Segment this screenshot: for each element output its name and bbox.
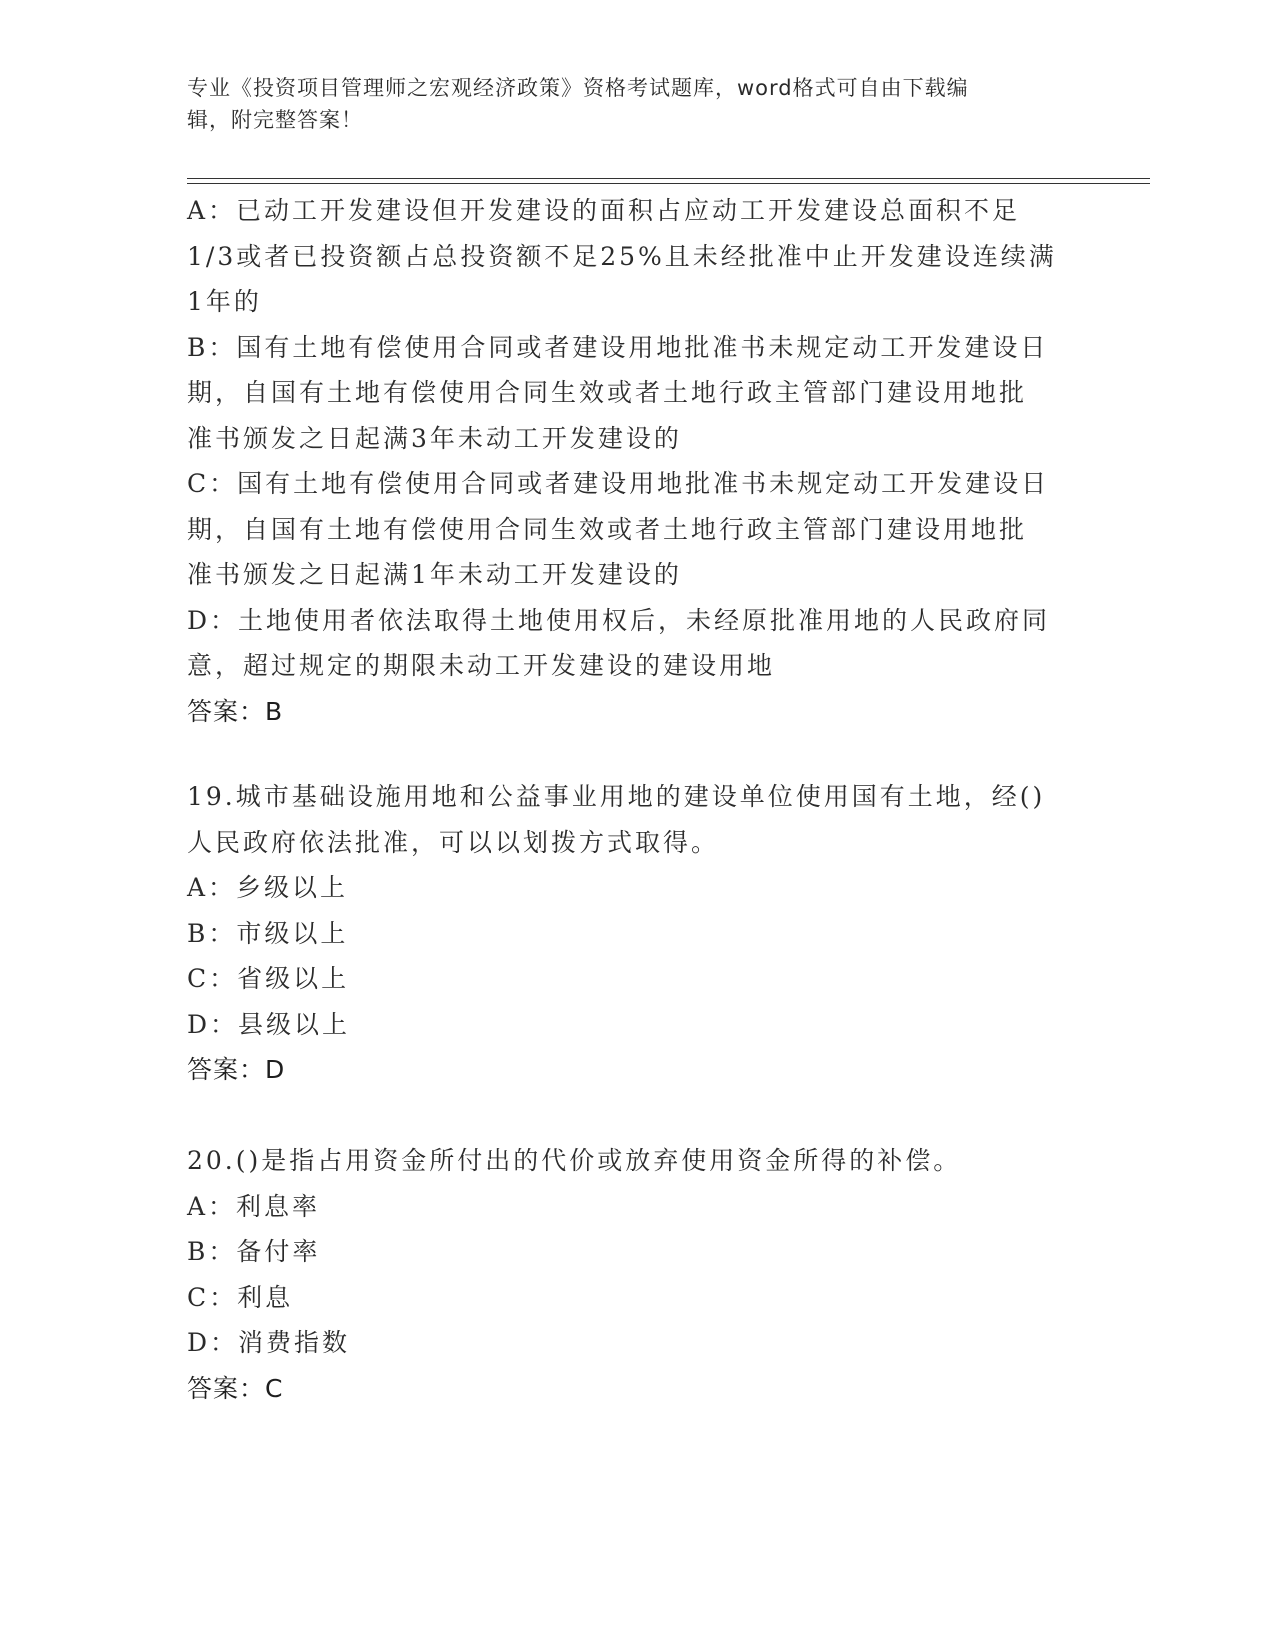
- document-header: [187, 72, 1067, 136]
- option-a-line-2: 1/3或者已投资额占总投资额不足25%且未经批准中止开发建设连续满: [187, 241, 1057, 271]
- option-d-line-1: D：土地使用者依法取得土地使用权后，未经原批准用地的人民政府同: [187, 605, 1051, 635]
- option-a-line-1: A：已动工开发建设但开发建设的面积占应动工开发建设总面积不足: [187, 196, 1021, 225]
- option-d-line-2: 意，超过规定的期限未动工开发建设的建设用地: [187, 651, 776, 680]
- option-b: [187, 325, 1087, 462]
- header-divider-top: [187, 178, 1150, 179]
- option-c-line-3: 准书颁发之日起满1年未动工开发建设的: [187, 560, 682, 589]
- header-line-2: 辑，附完整答案！: [187, 108, 363, 132]
- option-a-line-3: 1年的: [187, 287, 262, 316]
- option-c-line-1: C：国有土地有偿使用合同或者建设用地批准书未规定动工开发建设日: [187, 469, 1050, 498]
- answer-19: 答案：D: [187, 1055, 286, 1084]
- answer-20: 答案：C: [187, 1373, 284, 1403]
- option-b-line-1: B：国有土地有偿使用合同或者建设用地批准书未规定动工开发建设日: [187, 332, 1049, 362]
- option-b: B：市级以上: [187, 918, 349, 948]
- option-d: D：县级以上: [187, 1009, 351, 1039]
- question-18-block: [187, 188, 1087, 734]
- option-c: [187, 461, 1087, 598]
- option-d: D：消费指数: [187, 1328, 351, 1357]
- option-d: [187, 598, 1087, 689]
- question-20-block: [187, 1138, 1087, 1411]
- option-c: C：利息: [187, 1282, 294, 1312]
- question-19-stem-line-1: 19.城市基础设施用地和公益事业用地的建设单位使用国有土地，经(): [187, 782, 1046, 811]
- option-c: C：省级以上: [187, 964, 350, 993]
- question-20-stem: 20.()是指占用资金所付出的代价或放弃使用资金所得的补偿。: [187, 1146, 962, 1175]
- option-b-line-3: 准书颁发之日起满3年未动工开发建设的: [187, 423, 682, 453]
- option-a: A：利息率: [187, 1191, 321, 1221]
- question-19-block: [187, 774, 1087, 1093]
- question-19-stem-line-2: 人民政府依法批准，可以以划拨方式取得。: [187, 827, 720, 857]
- header-divider-bottom: [187, 183, 1150, 184]
- answer-18: 答案：B: [187, 696, 284, 726]
- header-line-1: 专业《投资项目管理师之宏观经济政策》资格考试题库，word格式可自由下载编: [187, 76, 969, 100]
- option-a: [187, 188, 1087, 325]
- option-b: B：备付率: [187, 1237, 321, 1266]
- option-a: A：乡级以上: [187, 873, 349, 902]
- option-b-line-2: 期，自国有土地有偿使用合同生效或者土地行政主管部门建设用地批: [187, 378, 1028, 407]
- option-c-line-2: 期，自国有土地有偿使用合同生效或者土地行政主管部门建设用地批: [187, 514, 1028, 544]
